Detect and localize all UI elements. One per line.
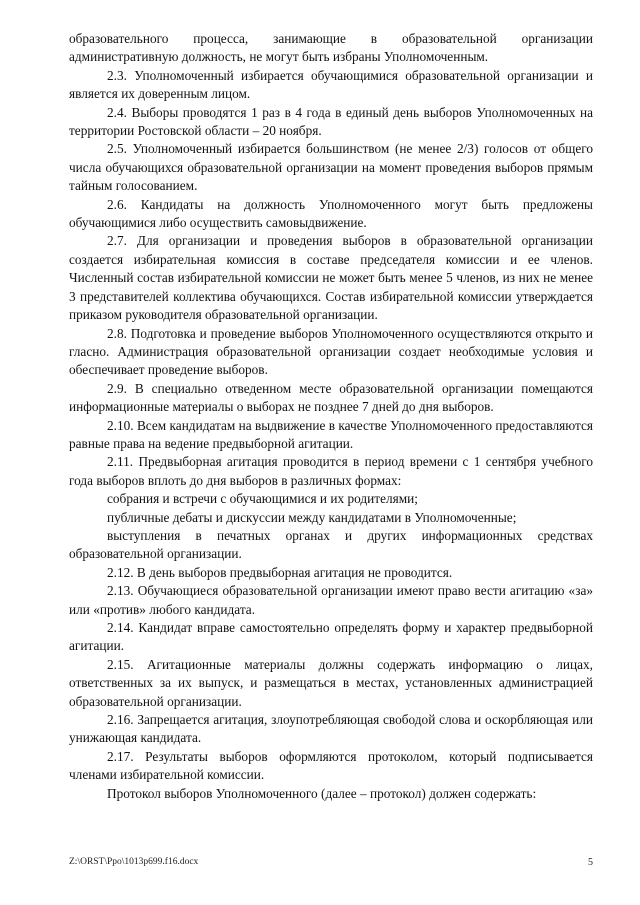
paragraph-2-4: 2.4. Выборы проводятся 1 раз в 4 года в единый день выборов Уполномоченных на территории Ростовской области – 20 ноября. (69, 104, 593, 139)
list-item-meetings: собрания и встречи с обучающимися и их родителями; (107, 491, 418, 507)
page-number: 5 (588, 857, 593, 868)
paragraph-2-3: 2.3. Уполномоченный избирается обучающимися образовательной организации и является их доверенным лицом. (69, 67, 593, 102)
paragraph-2-14: 2.14. Кандидат вправе самостоятельно определять форму и характер предвыборной агитации. (69, 620, 593, 654)
paragraph-2-13: 2.13. Обучающиеся образовательной организации имеют право вести агитацию «за» или «против» любого кандидата. (69, 583, 593, 617)
paragraph-2-10: 2.10. Всем кандидатам на выдвижение в качестве Уполномоченного предоставляются равные права на ведение предвыборной агитации. (69, 417, 593, 451)
paragraph-2-15: 2.15. Агитационные материалы должны содержать информацию о лицах, ответственных за их выпуск, и размещаться в местах, установленных администрацией образовательной организации. (69, 656, 593, 709)
paragraph-2-9: 2.9. В специально отведенном месте образовательной организации помещаются информационные материалы о выборах не позднее 7 дней до дня выборов. (69, 380, 593, 415)
paragraph-2-16: 2.16. Запрещается агитация, злоупотребляющая свободой слова и оскорбляющая или унижающая кандидата. (69, 712, 593, 746)
paragraph-protocol: Протокол выборов Уполномоченного (далее – протокол) должен содержать: (107, 785, 537, 801)
footer-file-path: Z:\ORST\Ppo\1013p699.f16.docx (69, 857, 199, 867)
paragraph-2-5: 2.5. Уполномоченный избирается большинством (не менее 2/3) голосов от общего числа обучающихся образовательной организации на момент проведения выборов прямым тайным голосованием. (69, 141, 593, 194)
paragraph-continuation: образовательного процесса, занимающие в образовательной организации административную должность, не могут быть избраны Уполномоченным. (69, 31, 593, 65)
paragraph-2-6: 2.6. Кандидаты на должность Уполномоченного могут быть предложены обучающимися либо осуществить самовыдвижение. (69, 196, 593, 231)
paragraph-2-12: 2.12. В день выборов предвыборная агитация не проводится. (107, 564, 453, 580)
list-item-debates: публичные дебаты и дискуссии между кандидатами в Уполномоченные; (107, 509, 517, 525)
paragraph-2-17: 2.17. Результаты выборов оформляются протоколом, который подписывается членами избирательной комиссии. (69, 748, 593, 783)
body-text (69, 30, 593, 803)
paragraph-2-11: 2.11. Предвыборная агитация проводится в период времени с 1 сентября учебного года выборов вплоть до дня выборов в различных формах: (69, 454, 593, 488)
paragraph-2-8: 2.8. Подготовка и проведение выборов Уполномоченного осуществляются открыто и гласно. Администрация образовательной организации создает необходимые условия и обеспечивает проведение выборов. (69, 325, 593, 378)
paragraph-2-7: 2.7. Для организации и проведения выборов в образовательной организации создается избирательная комиссия в составе председателя комиссии и ее членов. Численный состав избирательной комиссии не может быть менее 5 членов, из них не менее 3 представителей коллектива обучающихся. Состав избирательной комиссии утверждается приказом руководителя образовательной организации. (69, 233, 593, 323)
list-item-press: выступления в печатных органах и других информационных средствах образовательной организации. (69, 527, 593, 562)
